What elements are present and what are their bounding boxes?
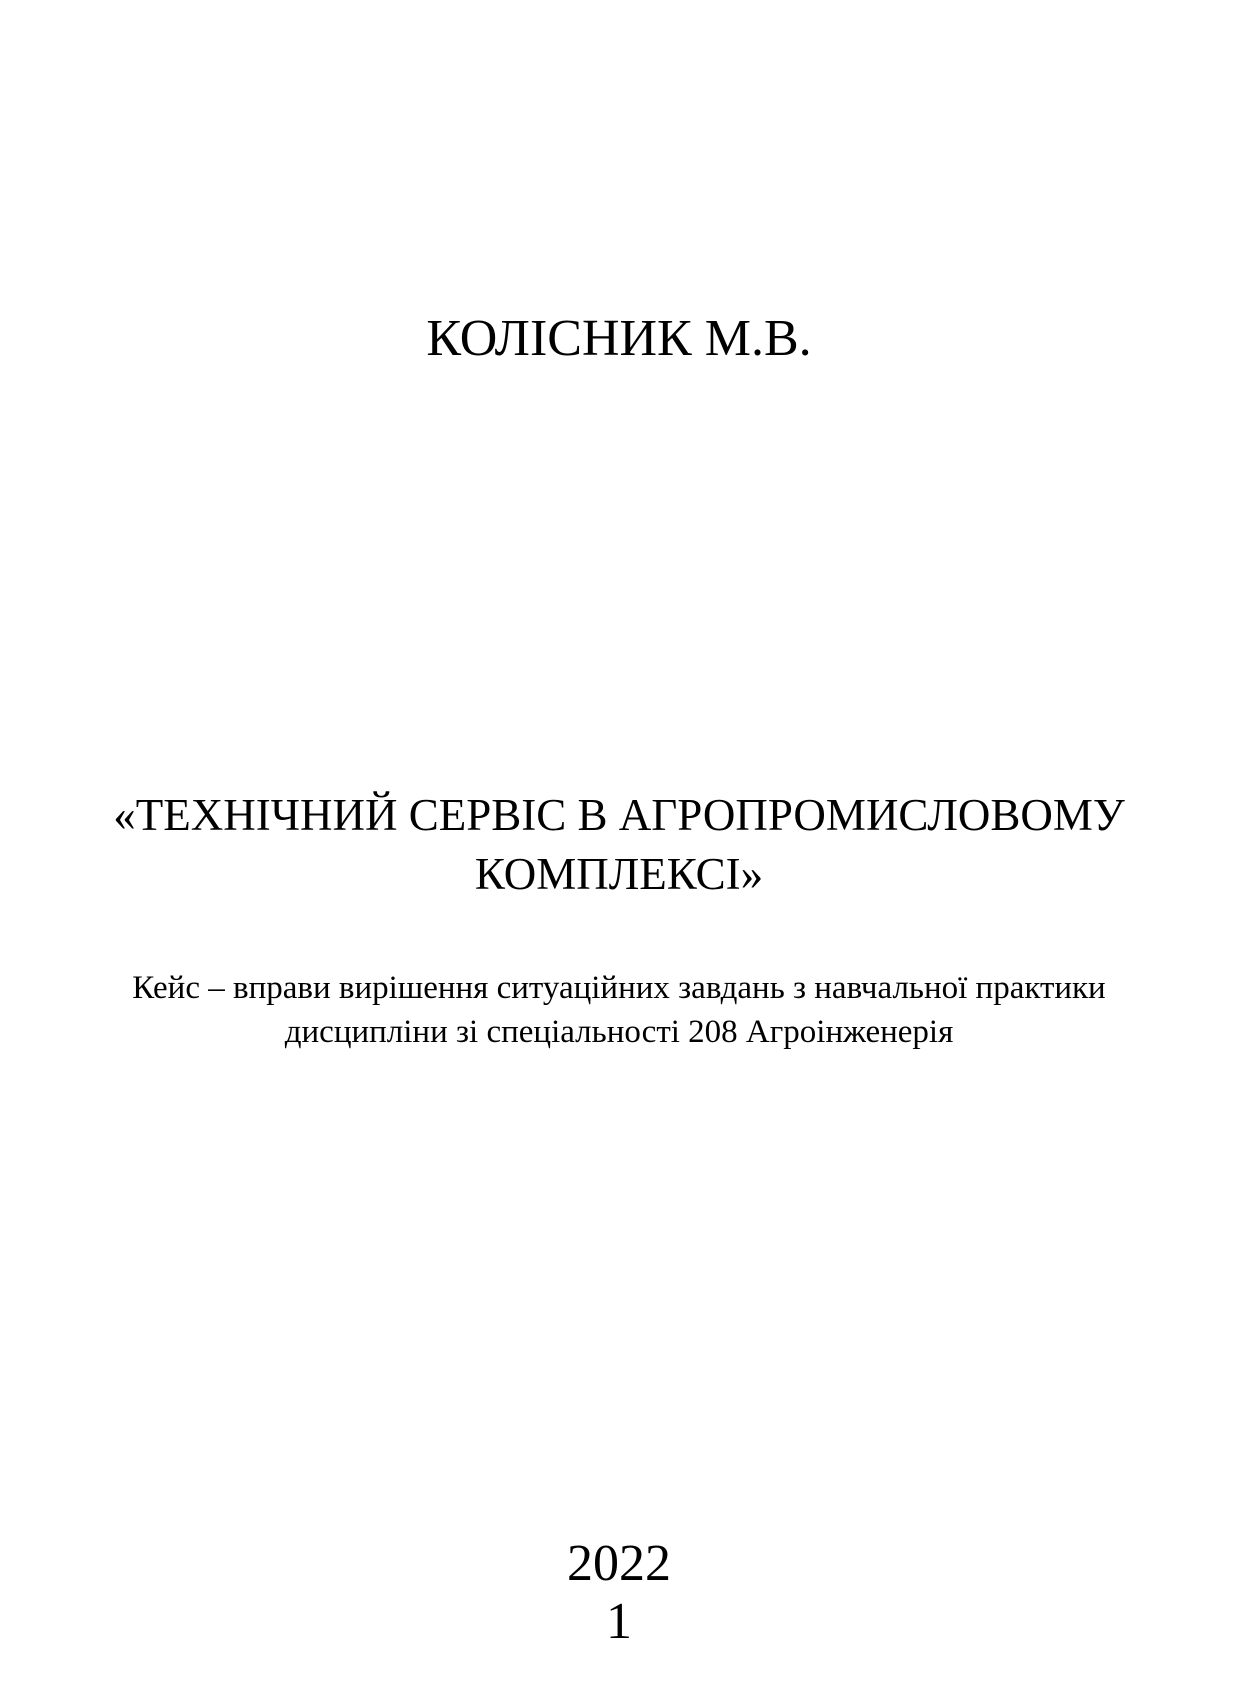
page-number: 1 [606,1593,632,1650]
author-name: КОЛІСНИК М.В. [426,310,812,367]
document-subtitle-line-1: Кейс – вправи вирішення ситуаційних завдань з навчальної практики [132,970,1106,1006]
publication-year: 2022 [567,1535,671,1592]
document-subtitle-line-2: дисципліни зі спеціальності 208 Агроінженерія [284,1014,954,1050]
document-title-line-1: «ТЕХНІЧНИЙ СЕРВІС В АГРОПРОМИСЛОВОМУ [113,790,1125,840]
document-title-line-2: КОМПЛЕКСІ» [474,849,764,899]
